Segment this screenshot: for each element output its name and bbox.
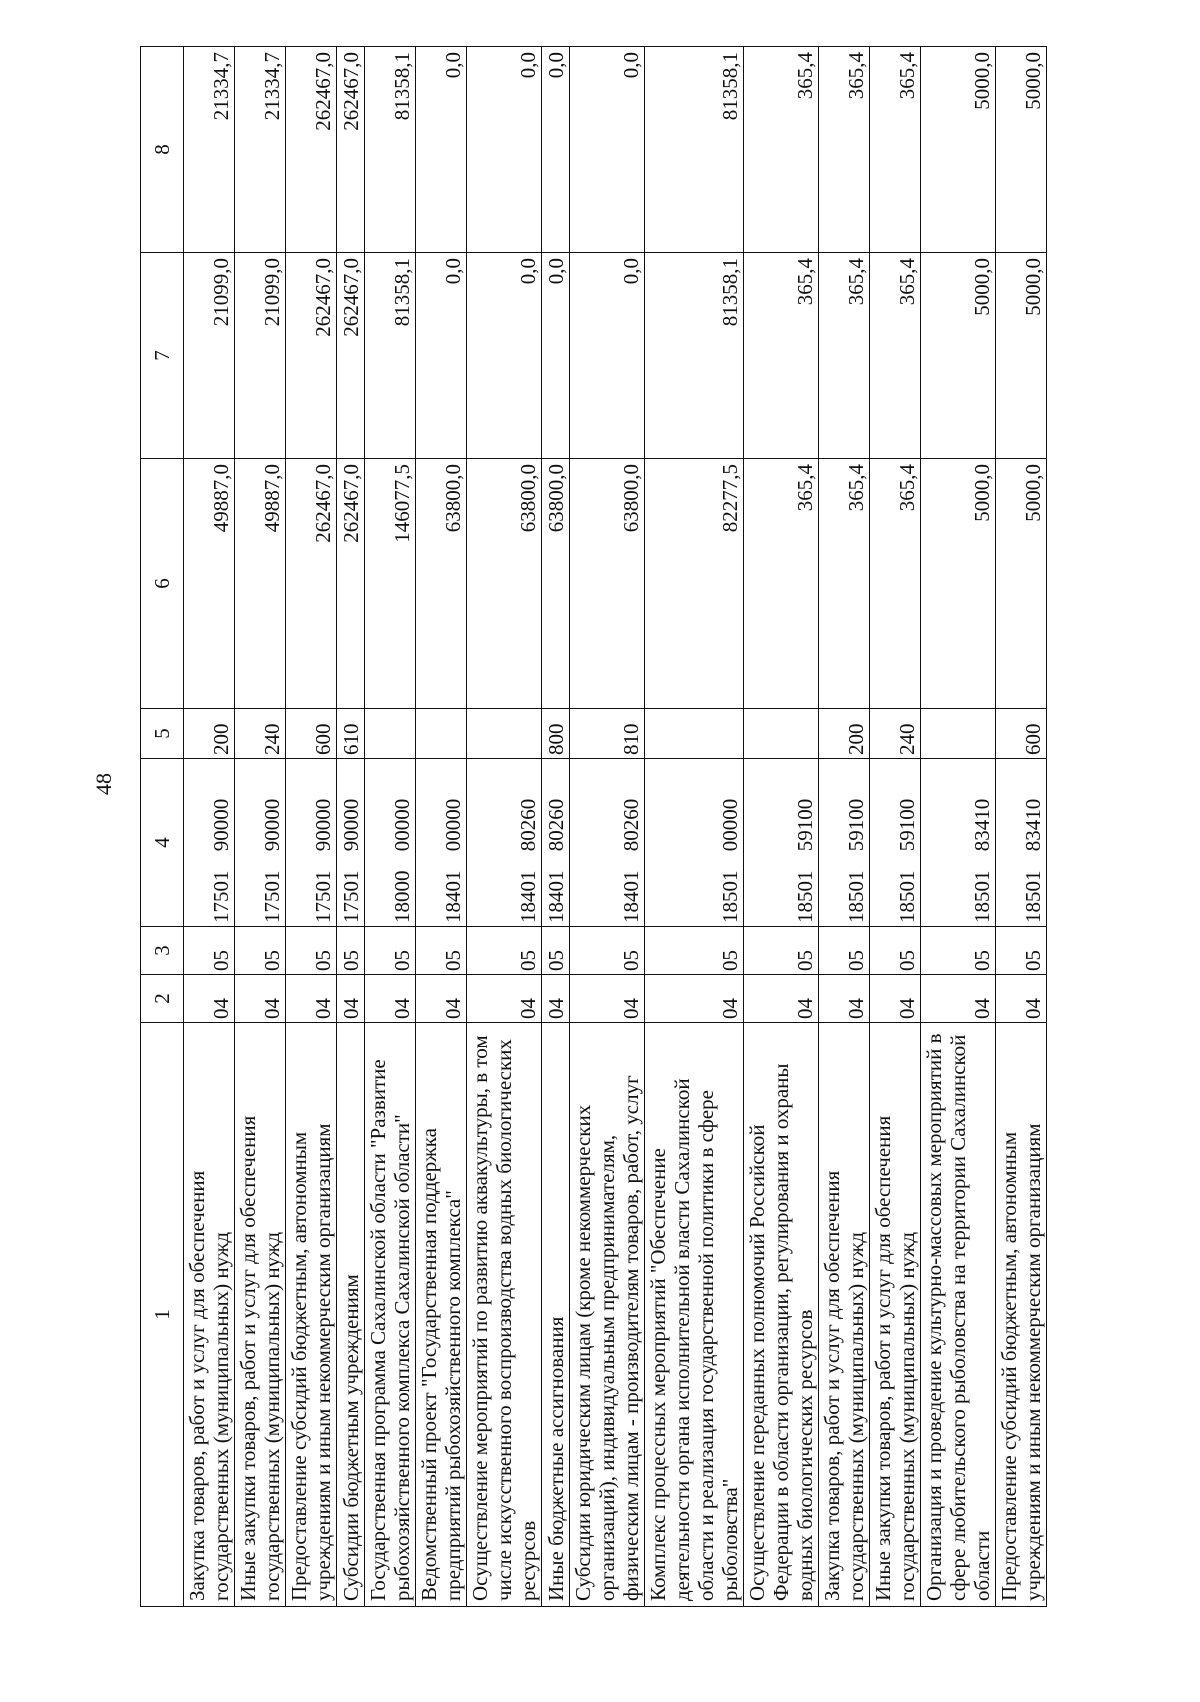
target-article-cell: 18401 00000 [416, 759, 467, 927]
target-article-cell: 18501 59100 [744, 759, 819, 927]
section-code-cell: 04 [645, 975, 744, 1023]
section-code-cell: 04 [819, 975, 870, 1023]
amount-col6-cell: 63800,0 [416, 459, 467, 709]
subsection-code-cell: 05 [744, 927, 819, 975]
amount-col7-cell: 5000,0 [921, 253, 996, 459]
amount-col7-cell: 365,4 [870, 253, 921, 459]
subsection-code-cell: 05 [365, 927, 416, 975]
subsection-code-cell: 05 [337, 927, 365, 975]
amount-col8-cell: 21334,7 [235, 47, 286, 253]
row-name-cell: Ведомственный проект "Государственная поддержка предприятий рыбохозяйственного комплекса" [416, 1023, 467, 1607]
page-number: 48 [91, 773, 116, 795]
table-row [235, 47, 286, 1607]
amount-col6-cell: 365,4 [870, 459, 921, 709]
expense-type-cell: 800 [542, 709, 570, 759]
table-body [184, 47, 1047, 1607]
expense-type-cell [921, 709, 996, 759]
amount-col7-cell: 21099,0 [184, 253, 235, 459]
amount-col7-cell: 81358,1 [365, 253, 416, 459]
section-code-cell: 04 [184, 975, 235, 1023]
target-article-cell: 18401 80260 [467, 759, 542, 927]
row-name-cell: Субсидии юридическим лицам (кроме некоммерческих организаций), индивидуальным предпринимателям, физическим лицам - производителям товаров, работ, услуг [570, 1023, 645, 1607]
header-cell: 1 [141, 1023, 184, 1607]
amount-col8-cell: 262467,0 [286, 47, 337, 253]
table-row [819, 47, 870, 1607]
amount-col8-cell: 5000,0 [921, 47, 996, 253]
table-row [645, 47, 744, 1607]
expense-type-cell: 610 [337, 709, 365, 759]
section-code-cell: 04 [570, 975, 645, 1023]
subsection-code-cell: 05 [570, 927, 645, 975]
row-name-cell: Предоставление субсидий бюджетным, автономным учреждениям и иным некоммерческим организациям [286, 1023, 337, 1607]
table-row [286, 47, 337, 1607]
subsection-code-cell: 05 [921, 927, 996, 975]
table-row [416, 47, 467, 1607]
row-name-cell: Осуществление переданных полномочий Российской Федерации в области организации, регулирования и охраны водных биологических ресурсов [744, 1023, 819, 1607]
amount-col7-cell: 5000,0 [996, 253, 1047, 459]
amount-col8-cell: 262467,0 [337, 47, 365, 253]
amount-col7-cell: 365,4 [819, 253, 870, 459]
target-article-cell: 18501 59100 [819, 759, 870, 927]
expense-type-cell: 240 [235, 709, 286, 759]
amount-col6-cell: 49887,0 [235, 459, 286, 709]
amount-col8-cell: 365,4 [870, 47, 921, 253]
amount-col7-cell: 21099,0 [235, 253, 286, 459]
amount-col8-cell: 0,0 [570, 47, 645, 253]
amount-col6-cell: 63800,0 [570, 459, 645, 709]
amount-col6-cell: 63800,0 [542, 459, 570, 709]
subsection-code-cell: 05 [235, 927, 286, 975]
row-name-cell: Комплекс процессных мероприятий "Обеспечение деятельности органа исполнительной власти Сахалинской области и реализация государственной политики в сфере рыболовства" [645, 1023, 744, 1607]
amount-col6-cell: 365,4 [819, 459, 870, 709]
subsection-code-cell: 05 [286, 927, 337, 975]
subsection-code-cell: 05 [467, 927, 542, 975]
section-code-cell: 04 [337, 975, 365, 1023]
amount-col7-cell: 0,0 [542, 253, 570, 459]
header-cell: 4 [141, 759, 184, 927]
expense-type-cell [365, 709, 416, 759]
target-article-cell: 18501 00000 [645, 759, 744, 927]
subsection-code-cell: 05 [184, 927, 235, 975]
target-article-cell: 18401 80260 [570, 759, 645, 927]
amount-col8-cell: 0,0 [542, 47, 570, 253]
amount-col8-cell: 365,4 [744, 47, 819, 253]
row-name-cell: Иные закупки товаров, работ и услуг для обеспечения государственных (муниципальных) нужд [235, 1023, 286, 1607]
amount-col7-cell: 0,0 [570, 253, 645, 459]
amount-col6-cell: 262467,0 [286, 459, 337, 709]
row-name-cell: Организация и проведение культурно-массовых мероприятий в сфере любительского рыболовства на территории Сахалинской области [921, 1023, 996, 1607]
target-article-cell: 17501 90000 [286, 759, 337, 927]
row-name-cell: Иные закупки товаров, работ и услуг для обеспечения государственных (муниципальных) нужд [870, 1023, 921, 1607]
section-code-cell: 04 [542, 975, 570, 1023]
section-code-cell: 04 [467, 975, 542, 1023]
table-row [542, 47, 570, 1607]
expense-type-cell: 240 [870, 709, 921, 759]
section-code-cell: 04 [416, 975, 467, 1023]
expense-type-cell [645, 709, 744, 759]
amount-col8-cell: 0,0 [416, 47, 467, 253]
table-row [744, 47, 819, 1607]
amount-col7-cell: 0,0 [467, 253, 542, 459]
header-row [141, 47, 184, 1607]
amount-col7-cell: 365,4 [744, 253, 819, 459]
target-article-cell: 18000 00000 [365, 759, 416, 927]
row-name-cell: Предоставление субсидий бюджетным, автономным учреждениям и иным некоммерческим организациям [996, 1023, 1047, 1607]
table-row [570, 47, 645, 1607]
section-code-cell: 04 [235, 975, 286, 1023]
expense-type-cell: 810 [570, 709, 645, 759]
row-name-cell: Субсидии бюджетным учреждениям [337, 1023, 365, 1607]
amount-col6-cell: 63800,0 [467, 459, 542, 709]
amount-col6-cell: 262467,0 [337, 459, 365, 709]
subsection-code-cell: 05 [542, 927, 570, 975]
budget-table [140, 46, 1047, 1607]
expense-type-cell: 200 [819, 709, 870, 759]
amount-col8-cell: 81358,1 [645, 47, 744, 253]
header-cell: 7 [141, 253, 184, 459]
section-code-cell: 04 [286, 975, 337, 1023]
subsection-code-cell: 05 [645, 927, 744, 975]
section-code-cell: 04 [744, 975, 819, 1023]
header-cell: 6 [141, 459, 184, 709]
header-cell: 2 [141, 975, 184, 1023]
amount-col8-cell: 365,4 [819, 47, 870, 253]
amount-col6-cell: 5000,0 [996, 459, 1047, 709]
amount-col8-cell: 21334,7 [184, 47, 235, 253]
table-row [921, 47, 996, 1607]
amount-col8-cell: 5000,0 [996, 47, 1047, 253]
target-article-cell: 17501 90000 [235, 759, 286, 927]
subsection-code-cell: 05 [870, 927, 921, 975]
amount-col6-cell: 49887,0 [184, 459, 235, 709]
table-row [870, 47, 921, 1607]
target-article-cell: 18501 83410 [996, 759, 1047, 927]
header-cell: 5 [141, 709, 184, 759]
subsection-code-cell: 05 [819, 927, 870, 975]
subsection-code-cell: 05 [996, 927, 1047, 975]
amount-col6-cell: 82277,5 [645, 459, 744, 709]
table-row [184, 47, 235, 1607]
expense-type-cell [467, 709, 542, 759]
row-name-cell: Закупка товаров, работ и услуг для обеспечения государственных (муниципальных) нужд [819, 1023, 870, 1607]
target-article-cell: 17501 90000 [337, 759, 365, 927]
row-name-cell: Государственная программа Сахалинской области "Развитие рыбохозяйственного комплекса Сахалинской области" [365, 1023, 416, 1607]
target-article-cell: 18501 59100 [870, 759, 921, 927]
target-article-cell: 18401 80260 [542, 759, 570, 927]
expense-type-cell [744, 709, 819, 759]
header-cell: 3 [141, 927, 184, 975]
target-article-cell: 18501 83410 [921, 759, 996, 927]
amount-col8-cell: 0,0 [467, 47, 542, 253]
target-article-cell: 17501 90000 [184, 759, 235, 927]
amount-col7-cell: 262467,0 [286, 253, 337, 459]
expense-type-cell: 200 [184, 709, 235, 759]
table-row [467, 47, 542, 1607]
expense-type-cell [416, 709, 467, 759]
expense-type-cell: 600 [286, 709, 337, 759]
table-row [996, 47, 1047, 1607]
amount-col6-cell: 365,4 [744, 459, 819, 709]
rotated-table-container [140, 47, 1180, 1607]
expense-type-cell: 600 [996, 709, 1047, 759]
row-name-cell: Закупка товаров, работ и услуг для обеспечения государственных (муниципальных) нужд [184, 1023, 235, 1607]
row-name-cell: Иные бюджетные ассигнования [542, 1023, 570, 1607]
subsection-code-cell: 05 [416, 927, 467, 975]
amount-col6-cell: 146077,5 [365, 459, 416, 709]
section-code-cell: 04 [870, 975, 921, 1023]
section-code-cell: 04 [921, 975, 996, 1023]
amount-col6-cell: 5000,0 [921, 459, 996, 709]
amount-col8-cell: 81358,1 [365, 47, 416, 253]
header-cell: 8 [141, 47, 184, 253]
amount-col7-cell: 262467,0 [337, 253, 365, 459]
table-row [365, 47, 416, 1607]
row-name-cell: Осуществление мероприятий по развитию аквакультуры, в том числе искусственного воспроизводства водных биологических ресурсов [467, 1023, 542, 1607]
section-code-cell: 04 [365, 975, 416, 1023]
amount-col7-cell: 81358,1 [645, 253, 744, 459]
section-code-cell: 04 [996, 975, 1047, 1023]
amount-col7-cell: 0,0 [416, 253, 467, 459]
table-row [337, 47, 365, 1607]
